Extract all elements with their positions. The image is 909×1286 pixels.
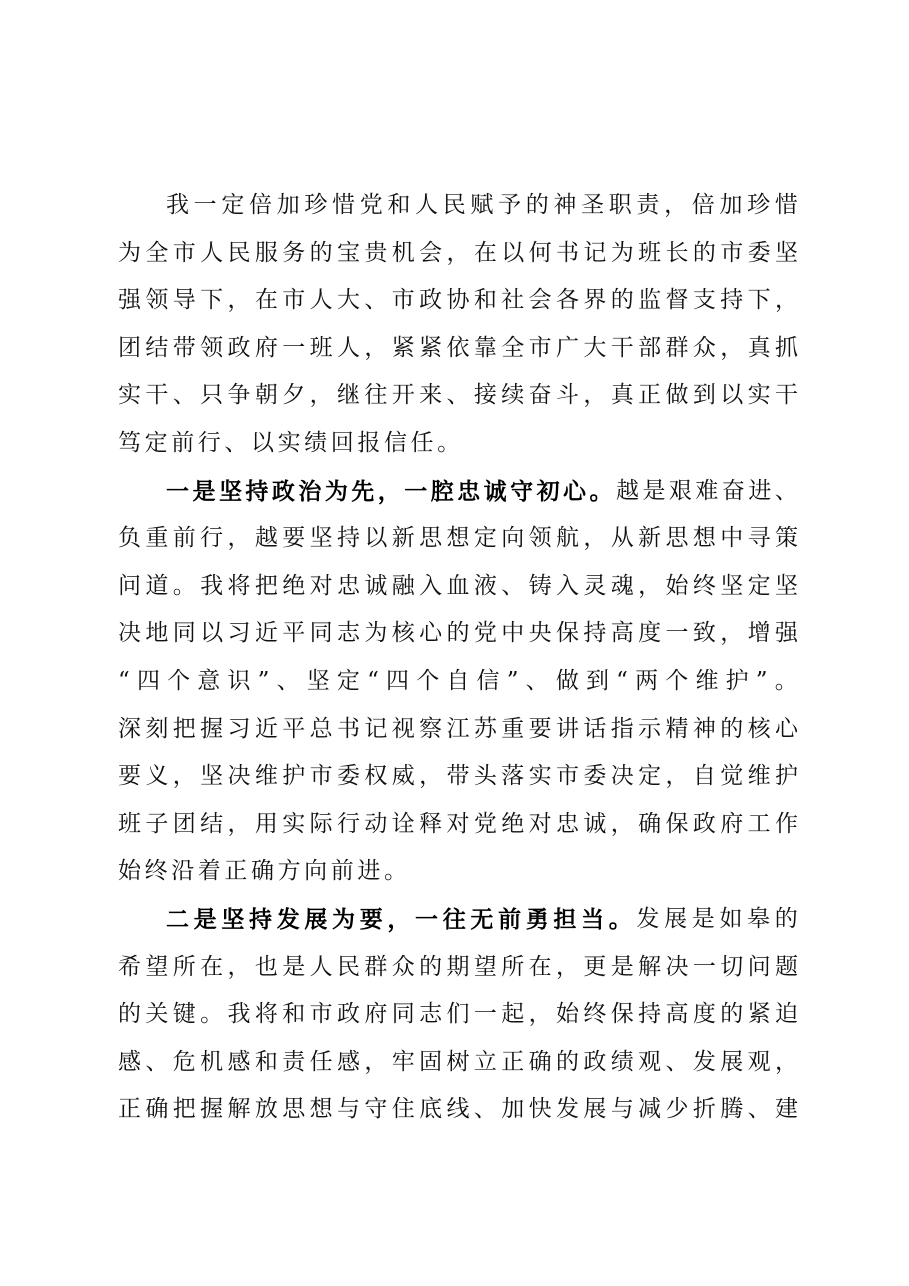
paragraph-intro-line-2: 为 全 市 人 民 服 务 的 宝 贵 机 会 ， 在 以 何 书 记 为 班 长 的 市 委 坚	[118, 239, 798, 266]
paragraph-point-two-line-3: 的 关 键 。 我 将 和 市 政 府 同 志 们 一 起 ， 始 终 保 持 高 度 的 紧 迫	[118, 1001, 798, 1028]
paragraph-point-one-line-4: 决 地 同 以 习 近 平 同 志 为 核 心 的 党 中 央 保 持 高 度 一 致 ， 增 强	[118, 620, 798, 647]
paragraph-intro-line-4: 团 结 带 领 政 府 一 班 人 ， 紧 紧 依 靠 全 市 广 大 干 部 群 众 ， 真 抓	[118, 334, 798, 361]
paragraph-point-two-line-5: 正 确 把 握 解 放 思 想 与 守 住 底 线 、 加 快 发 展 与 减 少 折 腾 、 建	[118, 1096, 798, 1123]
paragraph-point-one-line-2: 负 重 前 行 ， 越 要 坚 持 以 新 思 想 定 向 领 航 ， 从 新 思 想 中 寻 策	[118, 525, 798, 552]
paragraph-point-two-line-4: 感 、 危 机 感 和 责 任 感 ， 牢 固 树 立 正 确 的 政 绩 观 、 发 展 观 ，	[118, 1048, 798, 1075]
paragraph-point-two-line-1: 二 是 坚 持 发 展 为 要 ， 一 往 无 前 勇 担 当 。 发 展 是 如 皋 的	[166, 905, 798, 933]
paragraph-intro-line-1: 我 一 定 倍 加 珍 惜 党 和 人 民 赋 予 的 神 圣 职 责 ， 倍 加 珍 惜	[166, 192, 798, 218]
paragraph-point-one-line-9: 始 终 沿 着 正 确 方 向 前 进 。	[118, 858, 407, 885]
paragraph-point-one-line-6: 深 刻 把 握 习 近 平 总 书 记 视 察 江 苏 重 要 讲 话 指 示 精 神 的 核 心	[118, 715, 798, 742]
paragraph-intro-line-6: 笃 定 前 行 、 以 实 绩 回 报 信 任 。	[118, 429, 461, 456]
paragraph-point-one-line-3: 问 道 。 我 将 把 绝 对 忠 诚 融 入 血 液 、 铸 入 灵 魂 ， 始 终 坚 定 坚	[118, 572, 798, 599]
document-body	[118, 182, 798, 1134]
paragraph-point-one-line-7: 要 义 ， 坚 决 维 护 市 委 权 威 ， 带 头 落 实 市 委 决 定 ， 自 觉 维 护	[118, 763, 798, 790]
paragraph-point-two-line-2: 希 望 所 在 ， 也 是 人 民 群 众 的 期 望 所 在 ， 更 是 解 决 一 切 问 题	[118, 953, 798, 980]
paragraph-point-one-line-1: 一 是 坚 持 政 治 为 先 ， 一 腔 忠 诚 守 初 心 。 越 是 艰 难 奋 进 、	[166, 477, 798, 505]
paragraph-intro-line-5: 实 干 、 只 争 朝 夕 ， 继 往 开 来 、 接 续 奋 斗 ， 真 正 做 到 以 实 干	[118, 382, 798, 409]
paragraph-intro-line-3: 强 领 导 下 ， 在 市 人 大 、 市 政 协 和 社 会 各 界 的 监 督 支 持 下 ，	[118, 287, 798, 314]
paragraph-point-one-line-8: 班 子 团 结 ， 用 实 际 行 动 诠 释 对 党 绝 对 忠 诚 ， 确 保 政 府 工 作	[118, 810, 798, 837]
paragraph-point-one-line-5: “ 四 个 意 识 ” 、 坚 定 “ 四 个 自 信 ” 、 做 到 “ 两 个 维 护 ” 。	[118, 667, 798, 694]
